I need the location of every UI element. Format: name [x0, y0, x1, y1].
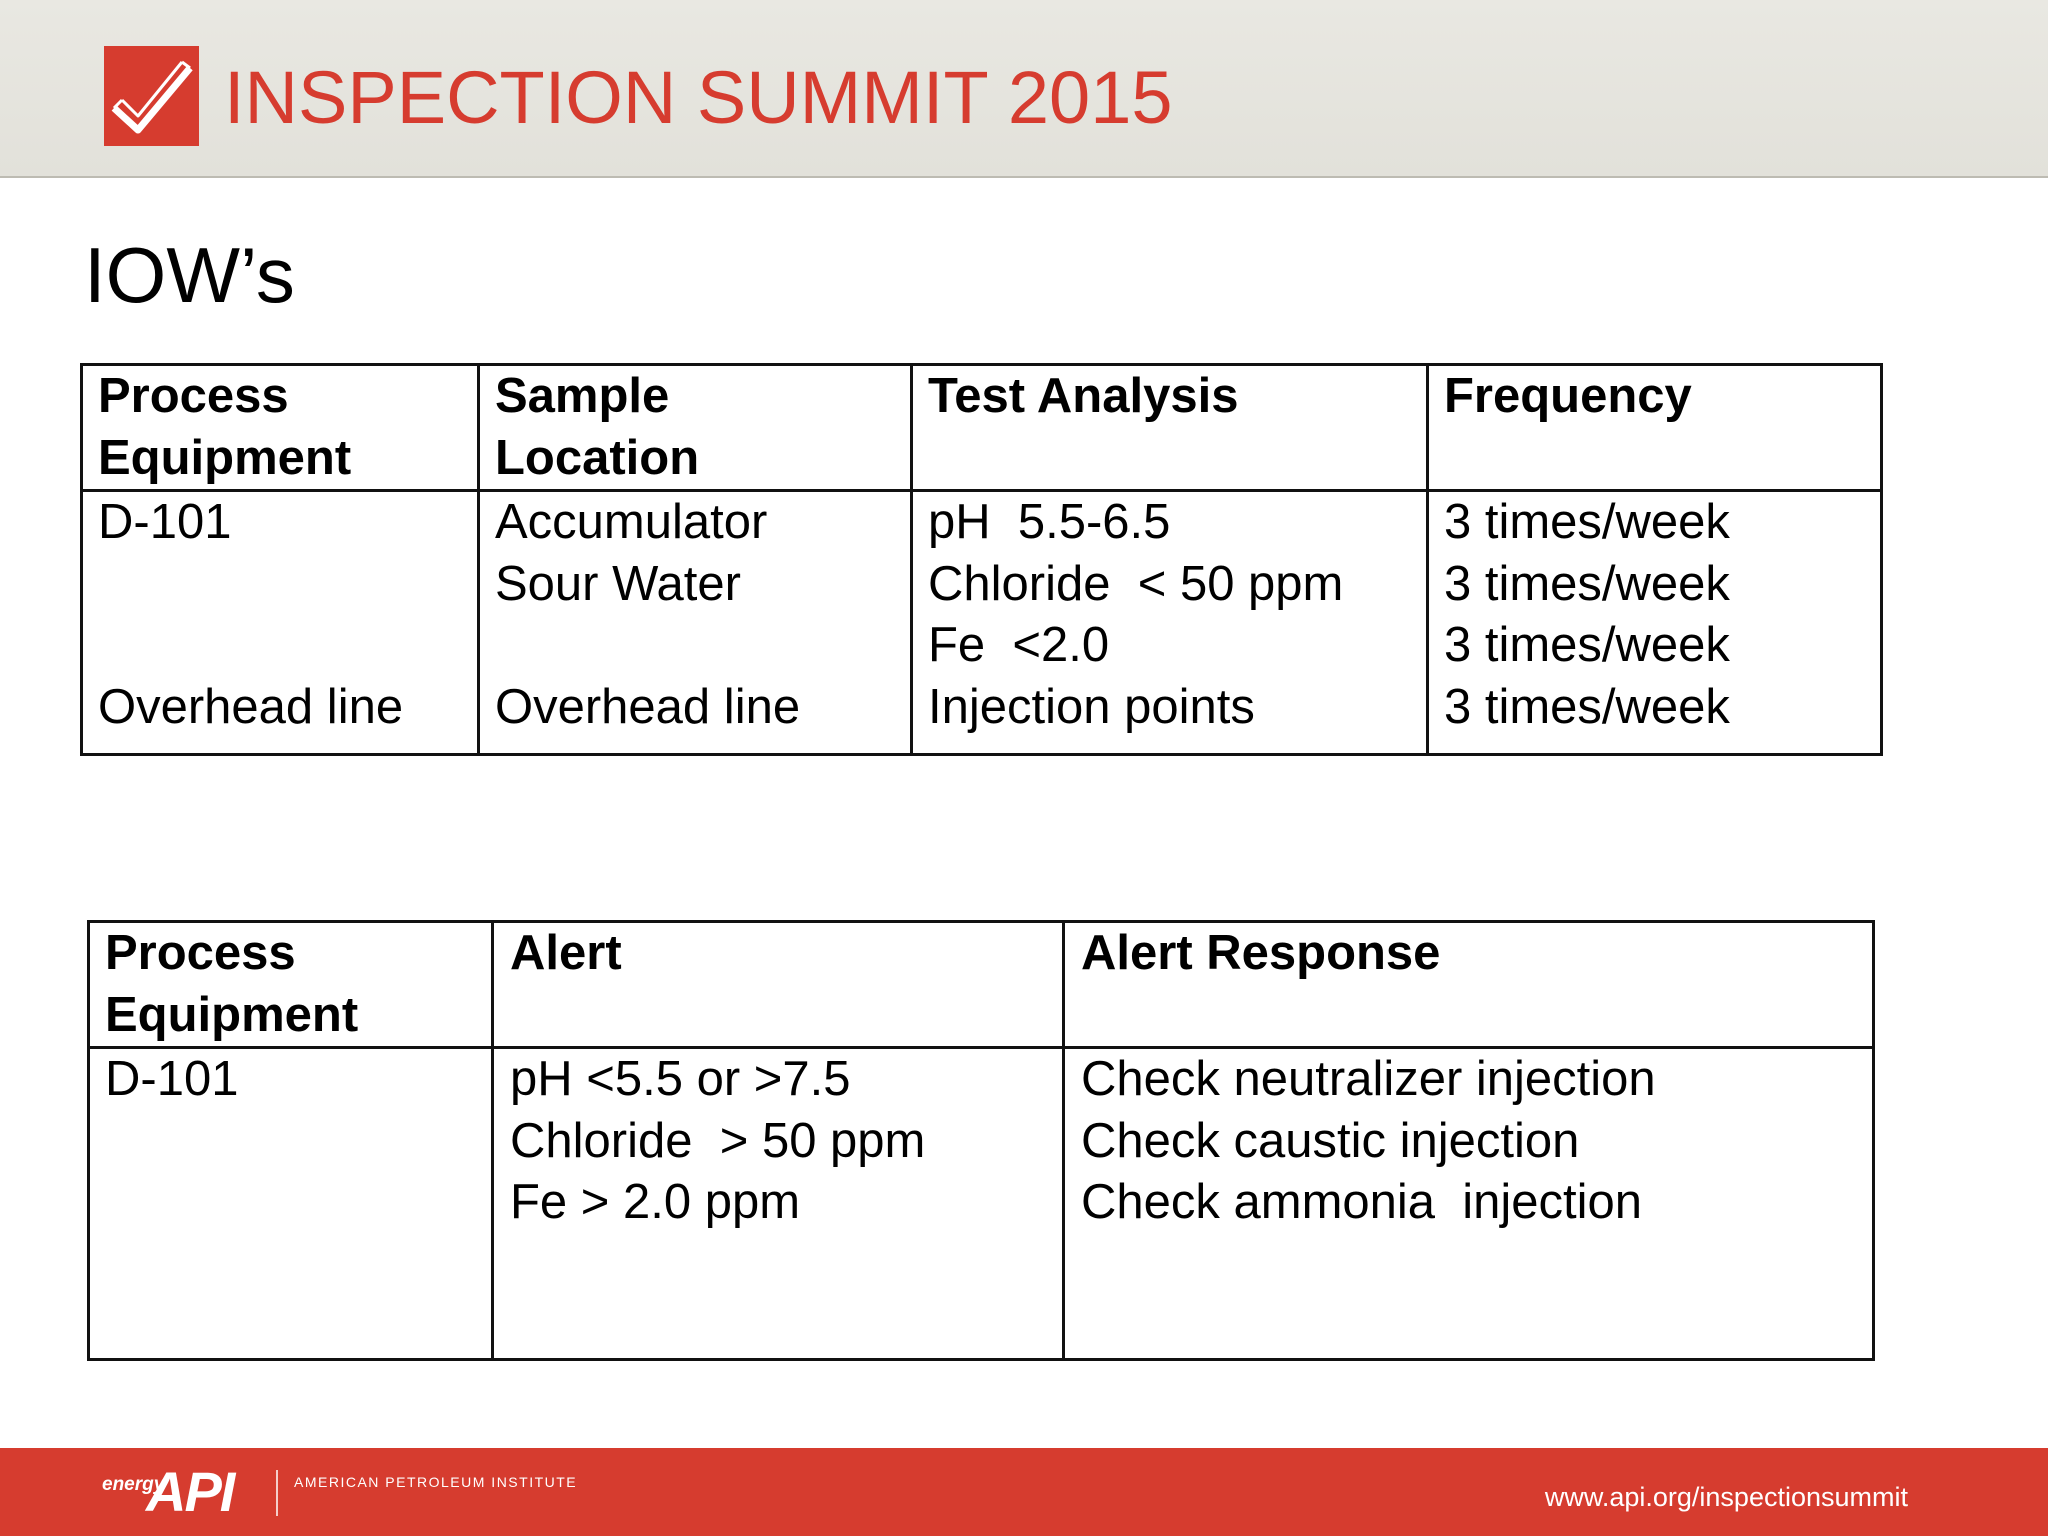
footer-divider: [276, 1470, 278, 1516]
slide-title: IOW’s: [84, 231, 295, 319]
header-alert-response: Alert Response: [1064, 922, 1874, 1048]
check-box-icon: [104, 46, 199, 146]
table-header-row: [89, 922, 1874, 1048]
cell-frequency: 3 times/week 3 times/week 3 times/week 3 times/week: [1428, 491, 1882, 755]
header-alert: Alert: [493, 922, 1064, 1048]
table-header-row: [82, 365, 1882, 491]
header-frequency: Frequency: [1428, 365, 1882, 491]
footer-bar: [0, 1448, 2048, 1536]
table-row: [82, 491, 1882, 755]
cell-alert-response: Check neutralizer injection Check caustic injection Check ammonia injection: [1064, 1048, 1874, 1360]
cell-sample-location: Accumulator Sour Water Overhead line: [479, 491, 912, 755]
header-test-analysis: Test Analysis: [912, 365, 1428, 491]
header-process-equipment: Process Equipment: [82, 365, 479, 491]
cell-equipment: D-101: [89, 1048, 493, 1360]
footer-url: www.api.org/inspectionsummit: [1544, 1482, 1908, 1512]
cell-equipment: D-101 Overhead line: [82, 491, 479, 755]
api-logo: API: [146, 1460, 234, 1523]
energy-wordmark: energy: [102, 1474, 165, 1495]
cell-test-analysis: pH 5.5-6.5 Chloride < 50 ppm Fe <2.0 Injection points: [912, 491, 1428, 755]
iow-alert-table: [87, 920, 1875, 1361]
table-row: [89, 1048, 1874, 1360]
summit-title: INSPECTION SUMMIT 2015: [224, 56, 1173, 139]
cell-alert: pH <5.5 or >7.5 Chloride > 50 ppm Fe > 2.0 ppm: [493, 1048, 1064, 1360]
header-banner: [0, 0, 2048, 178]
organization-name: AMERICAN PETROLEUM INSTITUTE: [294, 1474, 578, 1490]
iow-test-table: [80, 363, 1883, 756]
header-process-equipment: Process Equipment: [89, 922, 493, 1048]
header-sample-location: Sample Location: [479, 365, 912, 491]
